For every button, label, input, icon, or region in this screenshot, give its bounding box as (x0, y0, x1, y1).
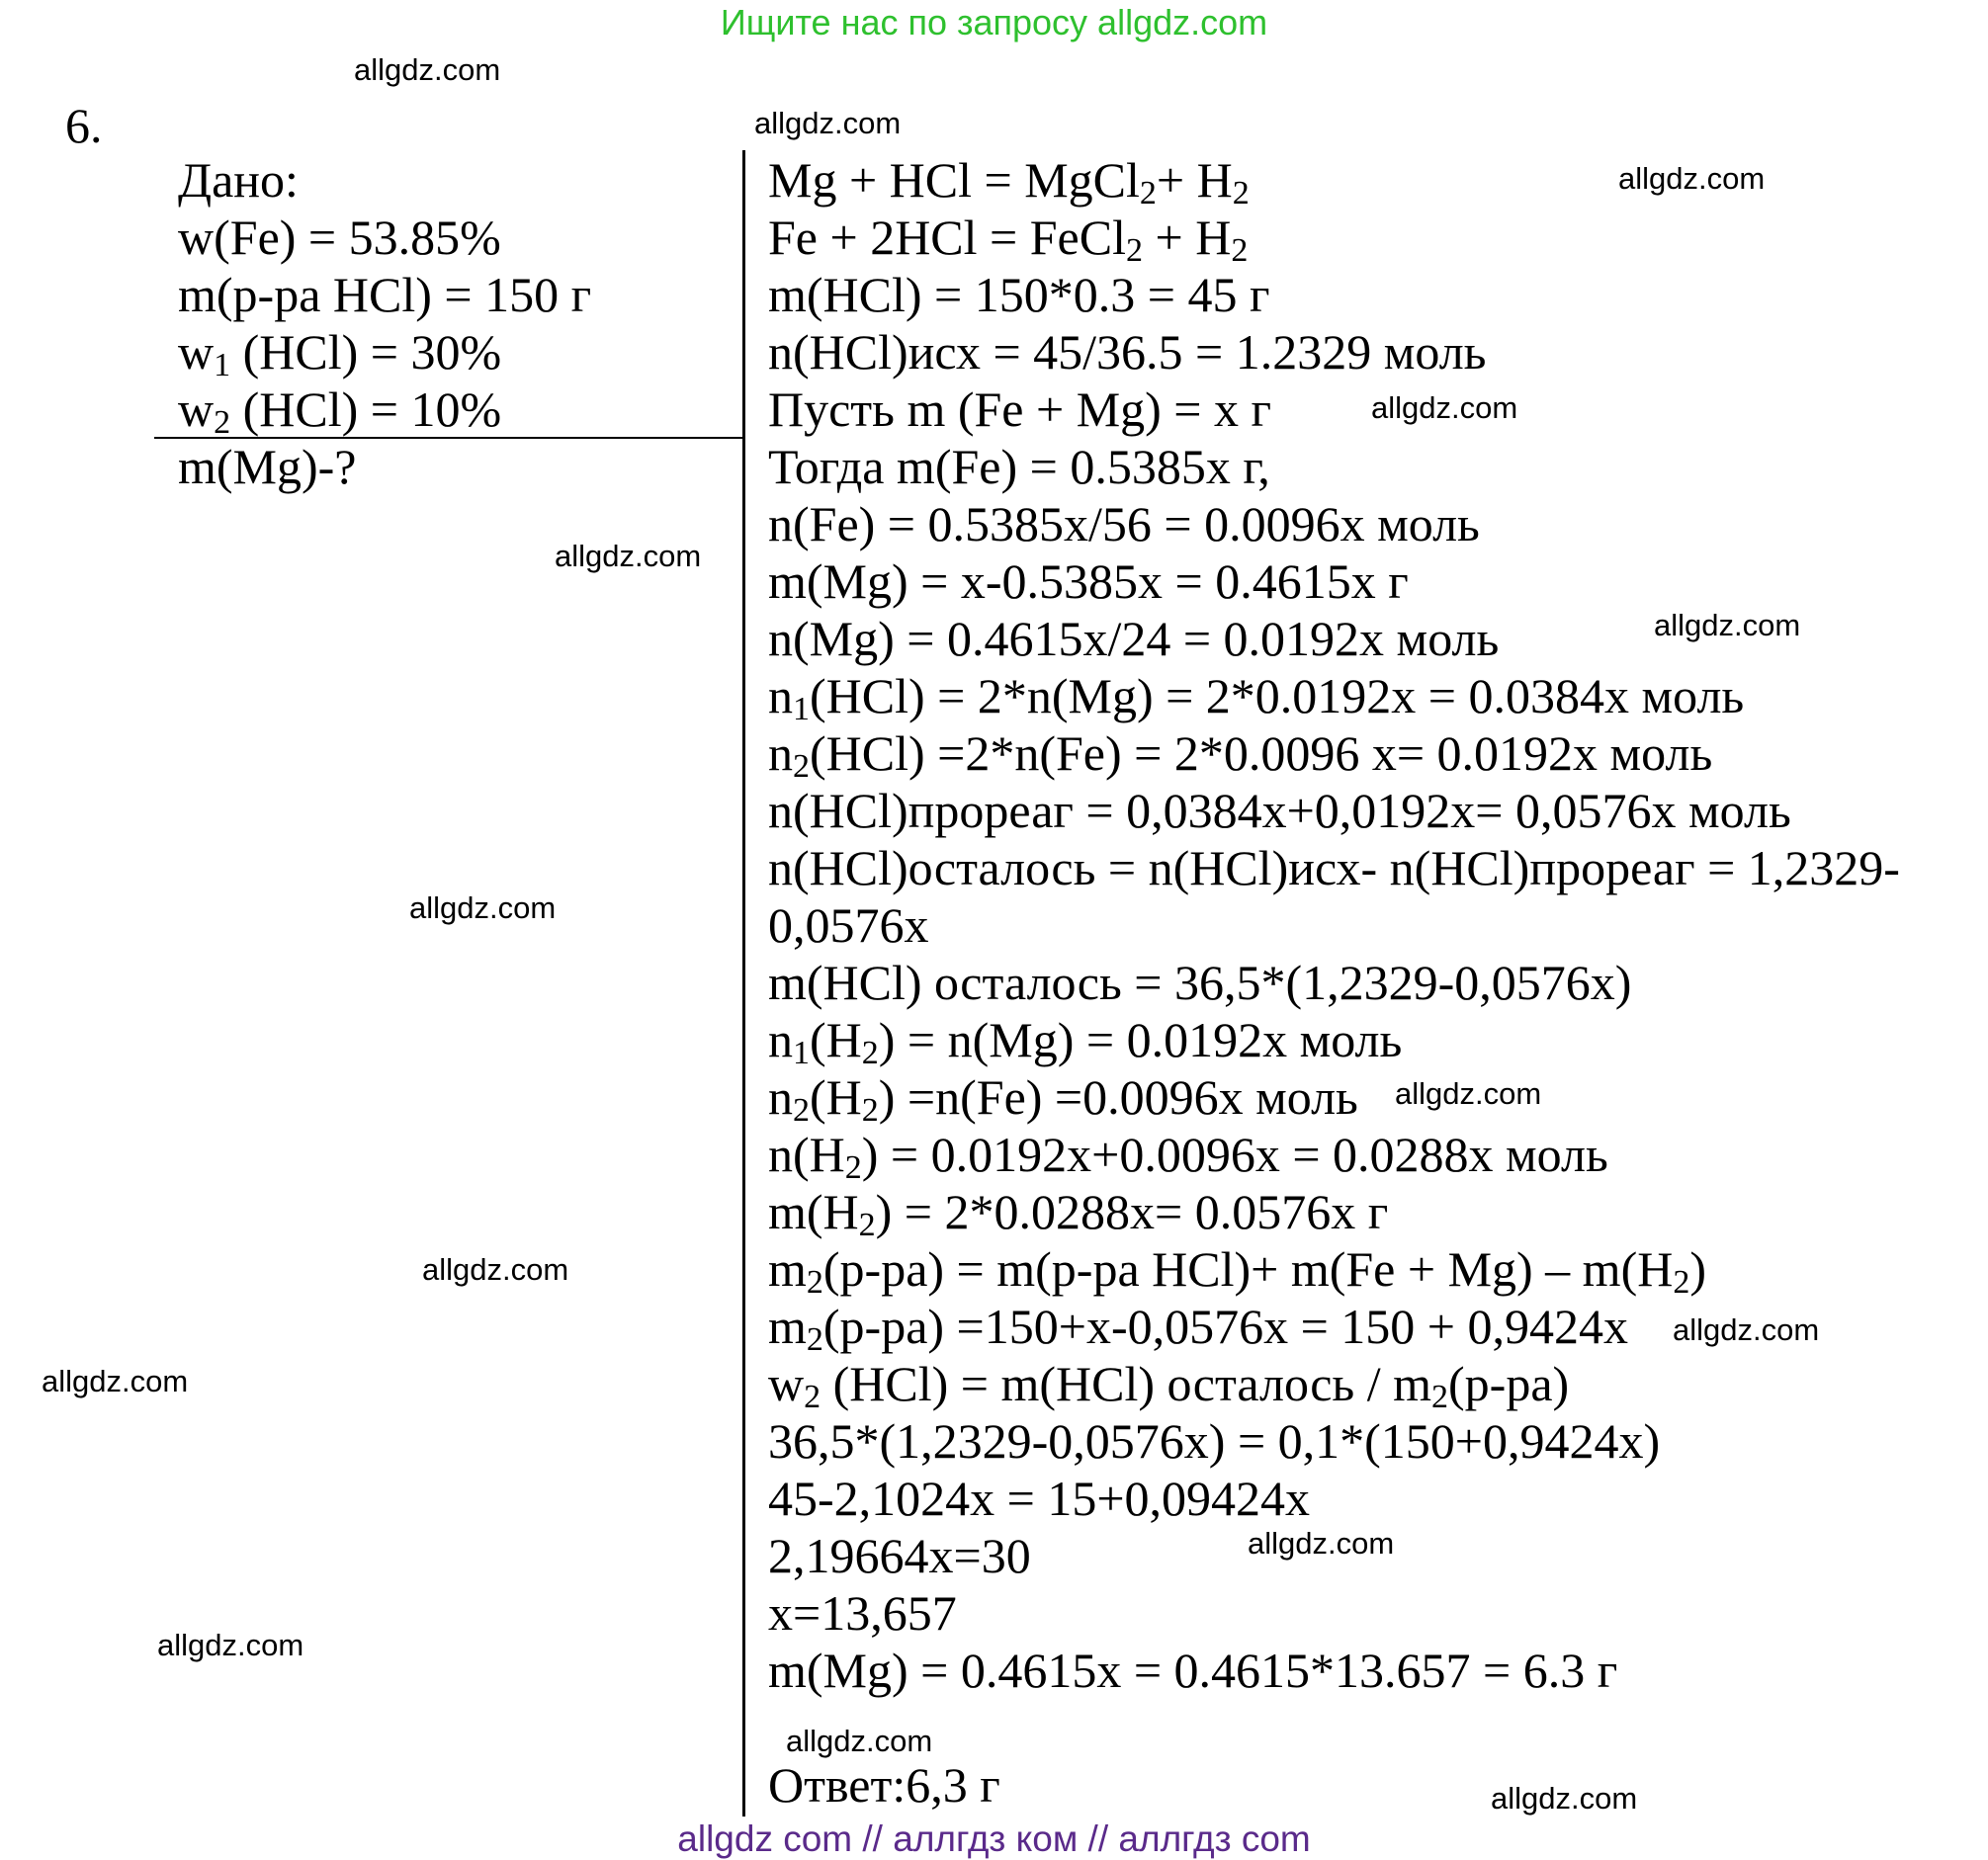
solution-line: $m_2(р-ра) =150+x-0,0576x = 150 + 0,9424x$ (768, 1299, 1628, 1358)
watermark: allgdz.com (157, 1628, 304, 1662)
watermark: allgdz.com (422, 1252, 569, 1287)
given-line: w(Fe) = 53.85% (178, 210, 501, 265)
solution-line: n(HCl)исх = 45/36.5 = 1.2329 моль (768, 324, 1487, 380)
solution-line: $n_1(HCl) = 2*n(Mg) = 2*0.0192x = 0.0384x$ моль (768, 668, 1745, 727)
solution-line: m(Mg) = x-0.5385x = 0.4615x г (768, 553, 1409, 609)
solution-line: m(Mg) = 0.4615x = 0.4615*13.657 = 6.3 г (768, 1643, 1618, 1698)
task-number: 6. (65, 98, 103, 153)
solution-line: m(HCl) осталось = 36,5*(1,2329-0,0576x) (768, 955, 1632, 1010)
vertical-divider (742, 150, 745, 1817)
solution-line: $n(H_2) = 0.0192x+0.0096x = 0.0288x$ моль (768, 1127, 1608, 1186)
top-banner: Ищите нас по запросу allgdz.com (720, 2, 1268, 42)
solution-line: $m(H_2) = 2*0.0288x= 0.0576x$ г (768, 1184, 1389, 1243)
solution-line: Mg + HCl = MgCl$_2$+ $H_2$ (768, 152, 1250, 211)
watermark: allgdz.com (754, 106, 902, 140)
given-block (178, 151, 591, 495)
solution-line: Fe + 2HCl = FeCl$_2$ + $H_2$ (768, 210, 1249, 269)
solution-line: 0,0576x (768, 897, 929, 953)
watermark: allgdz.com (786, 1724, 933, 1758)
solution-line: $w_2$ (HCl) = m(HCl) осталось / $m_2(р-ра)$ (768, 1356, 1570, 1415)
given-line: $w_2$ (HCl) = 10% (178, 381, 502, 441)
watermark: allgdz.com (555, 539, 702, 573)
given-line: $w_1$ (HCl) = 30% (178, 324, 502, 383)
solution-line: $n_2(HCl) =2*n(Fe) = 2*0.0096$ x= 0.0192x моль (768, 725, 1713, 785)
solution-line: 45-2,1024x = 15+0,09424x (768, 1471, 1311, 1526)
given-title: Дано: (178, 152, 299, 208)
watermark: allgdz.com (354, 52, 501, 87)
solution-line: n(Mg) = 0.4615x/24 = 0.0192x моль (768, 611, 1500, 666)
solution-block (768, 151, 1900, 1814)
solution-line: 36,5*(1,2329-0,0576x) = 0,1*(150+0,9424x) (768, 1413, 1661, 1469)
solution-line: n(HCl)прореаг = 0,0384x+0,0192x= 0,0576x моль (768, 783, 1791, 838)
solution-line: 2,19664x=30 (768, 1528, 1031, 1583)
solution-line: Пусть m (Fe + Mg) = x г (768, 381, 1272, 437)
watermark: allgdz.com (1618, 161, 1766, 196)
watermark: allgdz.com (1673, 1312, 1820, 1347)
watermark: allgdz.com (42, 1364, 189, 1398)
watermark: allgdz.com (1654, 608, 1801, 642)
watermark: allgdz.com (1491, 1781, 1638, 1816)
given-line: m(р-ра HCl) = 150 г (178, 267, 592, 322)
solution-line: $n_1(H_2) = n(Mg) = 0.0192x$ моль (768, 1012, 1403, 1071)
solution-line: $m_2(р-ра) = m(р-ра$ $HCl)+ m(Fe + Mg) - m(H_2)$ (768, 1241, 1706, 1301)
solution-line: Тогда m(Fe) = 0.5385x г, (768, 439, 1270, 494)
watermark: allgdz.com (1395, 1076, 1542, 1111)
watermark: allgdz.com (1371, 390, 1518, 425)
solution-line: n(Fe) = 0.5385x/56 = 0.0096x моль (768, 496, 1480, 551)
solution-line: x=13,657 (768, 1585, 957, 1641)
bottom-banner: allgdz com // аллгдз ком // аллгдз com (677, 1818, 1311, 1859)
solution-line: n(HCl)осталось = n(HCl)исх- n(HCl)прореаг = 1,2329- (768, 840, 1900, 895)
solution-line: m(HCl) = 150*0.3 = 45 г (768, 267, 1270, 322)
watermark: allgdz.com (409, 890, 557, 925)
answer: Ответ:6,3 г (768, 1757, 1000, 1813)
solution-line: $n_2(H_2) =n(Fe) =0.0096x$ моль (768, 1069, 1358, 1129)
given-find: m(Mg)-? (178, 439, 357, 494)
watermark: allgdz.com (1248, 1526, 1395, 1561)
